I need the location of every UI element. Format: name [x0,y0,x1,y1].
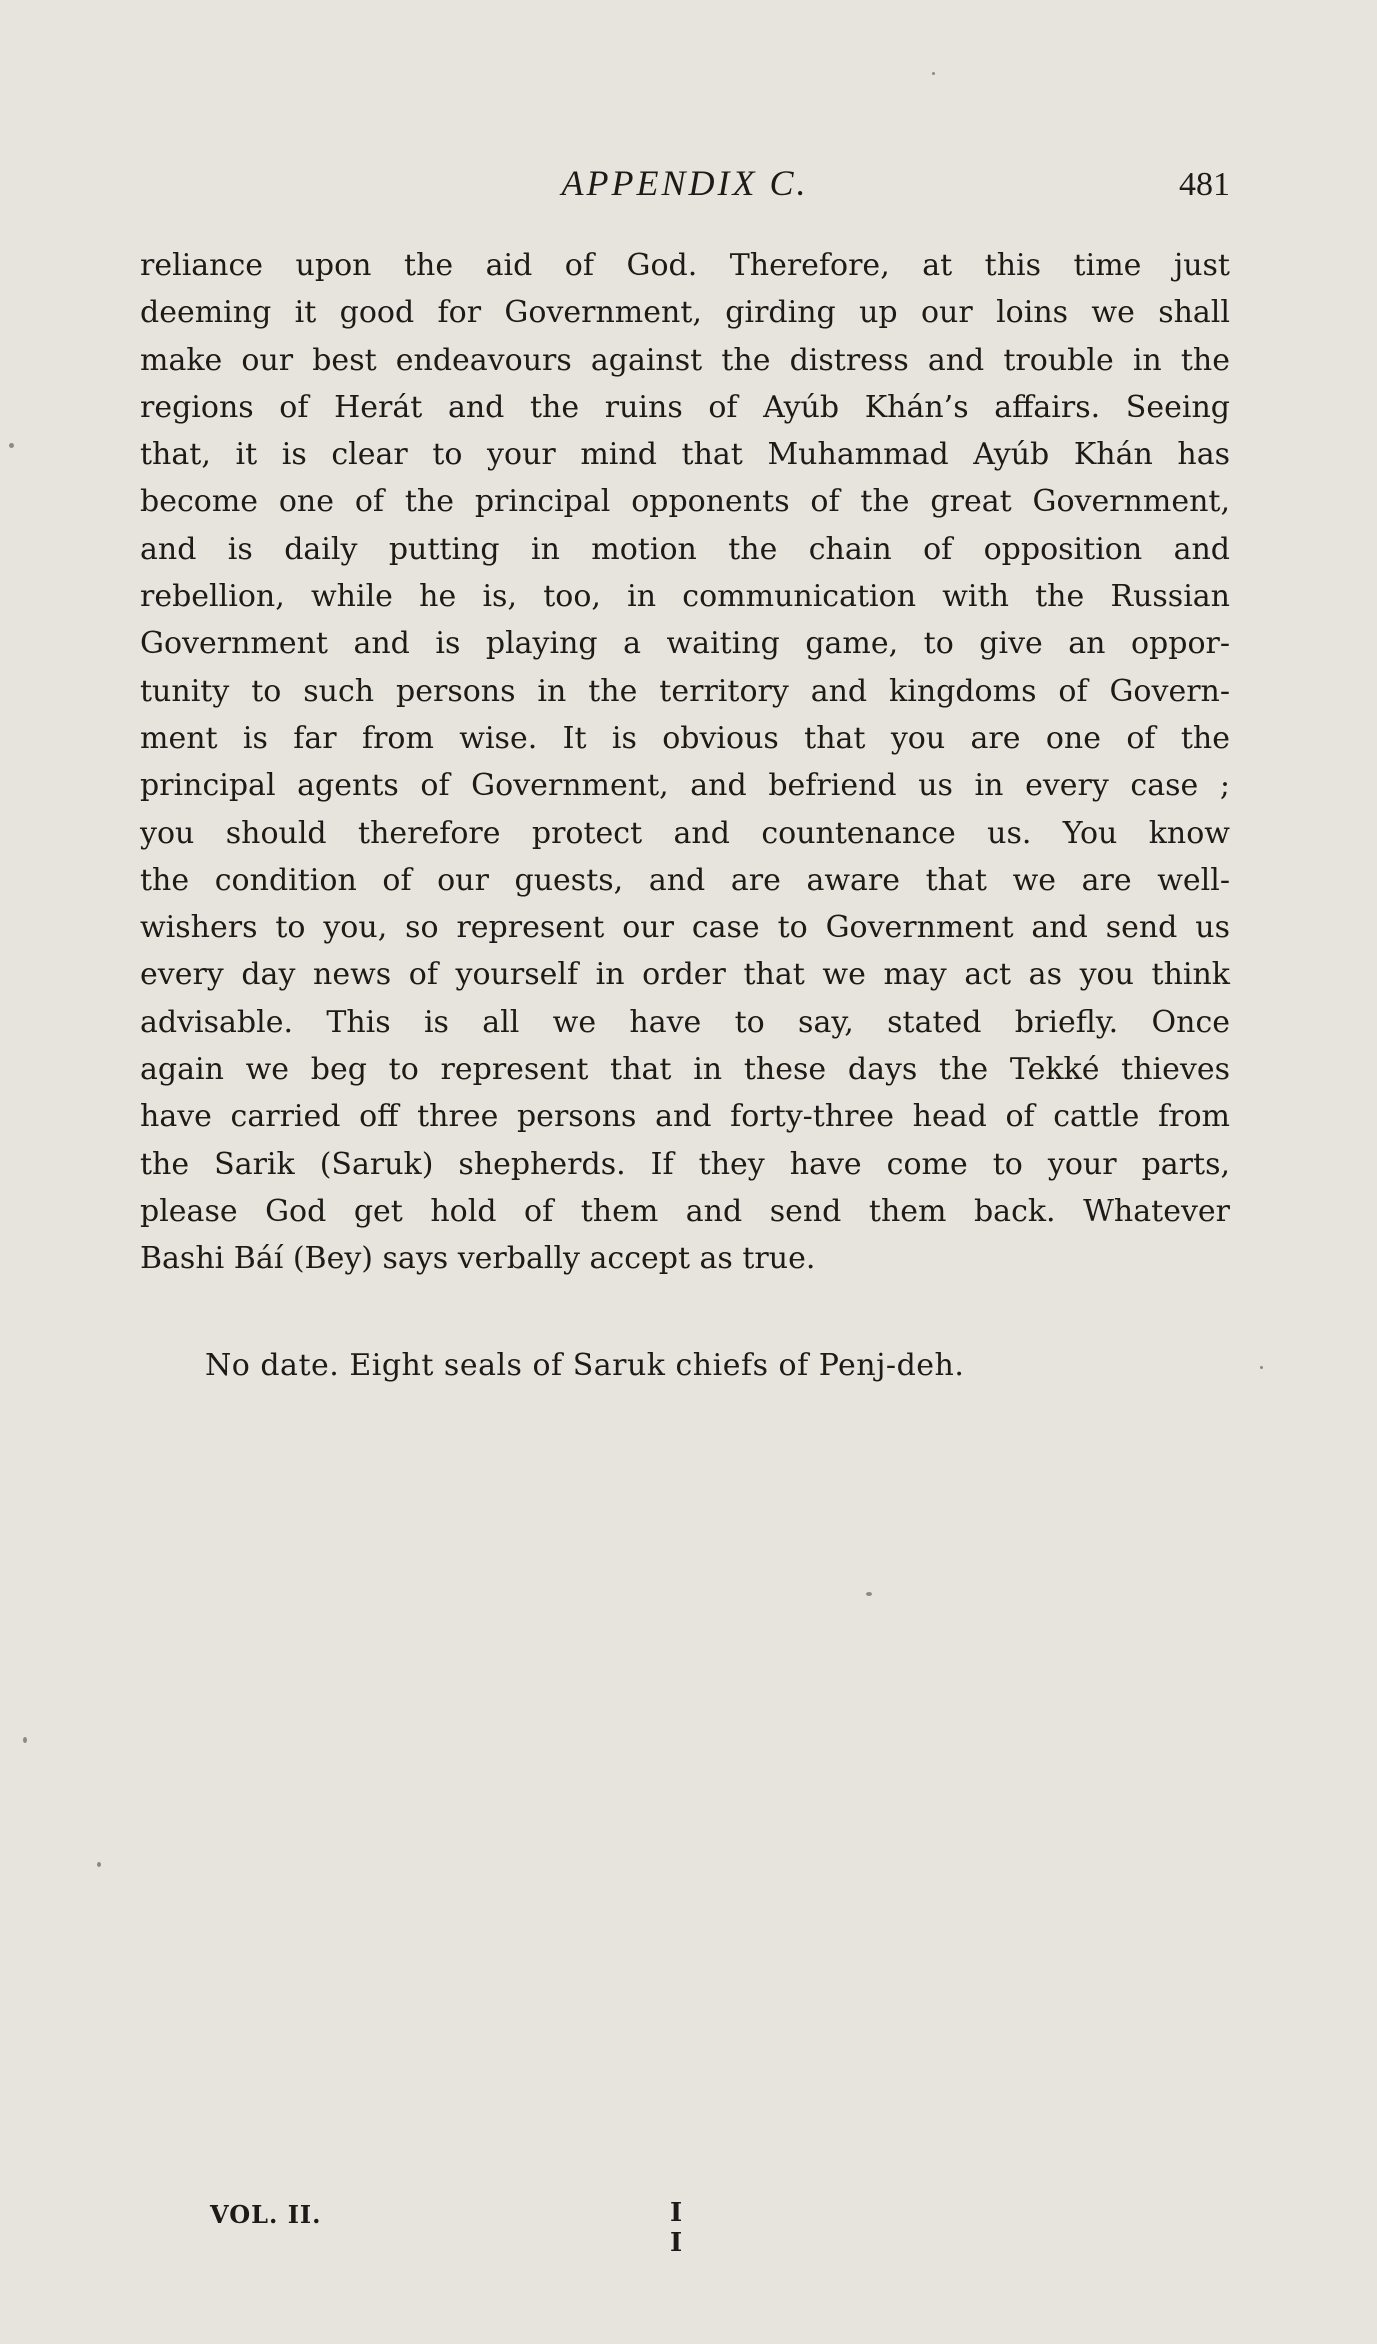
text-line-last: Bashi Báí (Bey) says verbally accept as true. [140,1241,816,1277]
page-footer [210,2198,710,2258]
text-line: every day news of yourself in order that we may act as you think [140,957,1230,993]
body-text [140,242,1230,1283]
text-line: tunity to such persons in the territory and kingdoms of Govern- [140,673,1230,709]
paper-speck [866,1592,872,1596]
paper-speck [932,72,935,75]
text-line: you should therefore protect and countenance us. You know [140,815,1230,851]
text-line: principal agents of Government, and befriend us in every case ; [140,768,1230,804]
text-line: Government and is playing a waiting game, to give an oppor- [140,626,1230,662]
text-line: again we beg to represent that in these days the Tekké thieves [140,1052,1230,1088]
text-line: and is daily putting in motion the chain of opposition and [140,531,1230,567]
paper-speck [9,443,14,448]
paper-speck [23,1737,27,1743]
text-line: the condition of our guests, and are aware that we are well- [140,862,1230,898]
text-line: the Sarik (Saruk) shepherds. If they have come to your parts, [140,1146,1230,1182]
text-line: regions of Herát and the ruins of Ayúb Khán’s affairs. Seeing [140,389,1230,425]
text-line: wishers to you, so represent our case to Government and send us [140,910,1230,946]
text-line: that, it is clear to your mind that Muhammad Ayúb Khán has [140,437,1230,473]
closing-note: No date. Eight seals of Saruk chiefs of Penj-deh. [205,1348,965,1383]
paper-speck [1260,1366,1263,1369]
text-line: ment is far from wise. It is obvious that you are one of the [140,720,1230,756]
text-line: advisable. This is all we have to say, stated briefly. Once [140,1004,1230,1040]
text-line: have carried off three persons and forty-three head of cattle from [140,1099,1230,1135]
signature-mark: I I [670,2198,687,2258]
text-line: reliance upon the aid of God. Therefore, at this time just [140,248,1230,283]
page-header [140,162,1230,212]
text-line: deeming it good for Government, girding up our loins we shall [140,295,1230,331]
text-line: make our best endeavours against the distress and trouble in the [140,342,1230,378]
text-line: please God get hold of them and send them back. Whatever [140,1193,1230,1229]
paper-speck [97,1862,101,1867]
text-line: rebellion, while he is, too, in communication with the Russian [140,579,1230,615]
volume-label: VOL. II. [210,2200,322,2229]
page-number: 481 [1179,166,1230,203]
running-head: APPENDIX C. [561,163,809,203]
text-line: become one of the principal opponents of the great Government, [140,484,1230,520]
